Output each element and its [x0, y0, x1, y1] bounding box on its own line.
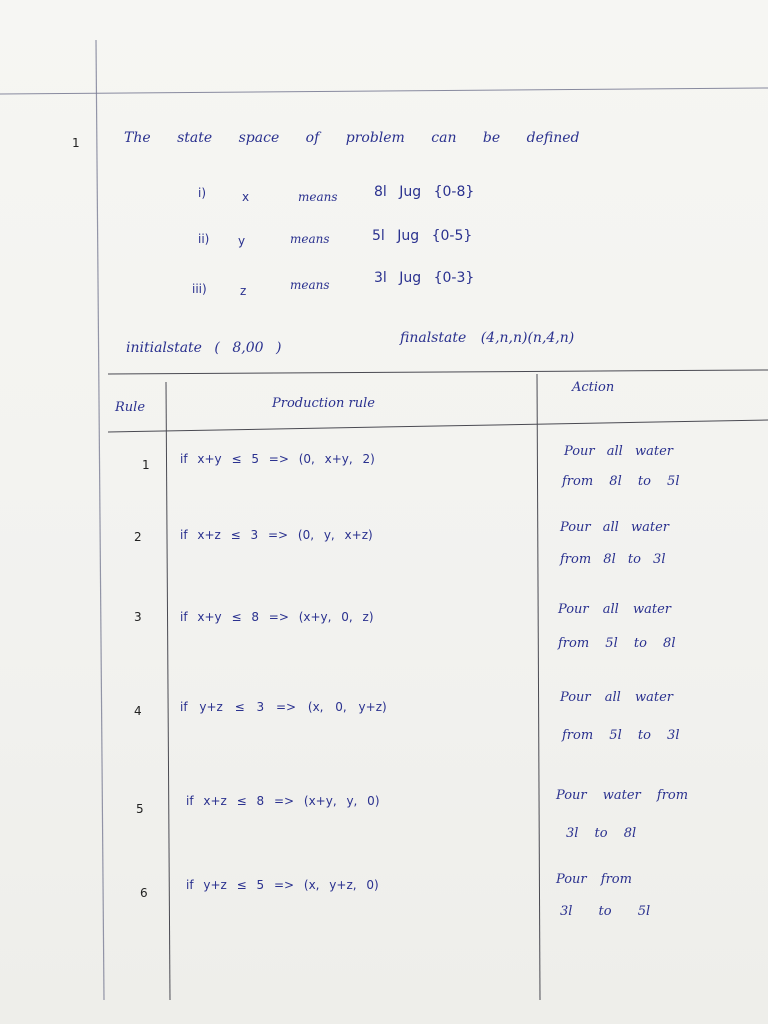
question-number: 1	[72, 136, 80, 150]
definition-variable: y	[238, 234, 246, 248]
initial-state: initialstate ( 8,00 )	[126, 340, 282, 356]
action-line: Pour all water	[558, 602, 671, 617]
final-state: finalstate (4,n,n)(n,4,n)	[400, 330, 575, 346]
definition-variable: z	[240, 284, 247, 298]
rule-number: 3	[134, 610, 142, 624]
definition-number: iii)	[192, 282, 207, 296]
definition-means: means	[298, 190, 338, 204]
definition-number: ii)	[198, 232, 210, 246]
rule-number: 5	[136, 802, 144, 816]
definition-description: 5l Jug {0-5}	[372, 228, 473, 244]
action-line: from 8l to 5l	[562, 474, 680, 489]
action-line: Pour from	[556, 872, 632, 887]
action-line: Pour water from	[556, 788, 689, 803]
action-line: Pour all water	[564, 444, 673, 459]
definition-description: 3l Jug {0-3}	[374, 270, 475, 286]
action-line: from 8l to 3l	[560, 552, 666, 567]
rule-number: 6	[140, 886, 148, 900]
action-line: from 5l to 8l	[558, 636, 676, 651]
column-header-action: Action	[572, 380, 615, 395]
action-line: 3l to 5l	[560, 904, 651, 919]
action-line: from 5l to 3l	[562, 728, 680, 743]
action-line: Pour all water	[560, 690, 673, 705]
rule-number: 2	[134, 530, 142, 544]
production-rule: if x+y ≤ 8 => (x+y, 0, z)	[180, 610, 374, 624]
action-line: 3l to 8l	[566, 826, 637, 841]
rule-number: 4	[134, 704, 142, 718]
column-header-production: Production rule	[272, 396, 375, 411]
column-header-rule: Rule	[115, 400, 146, 415]
definition-variable: x	[242, 190, 250, 204]
heading: The state space of problem can be defined	[124, 130, 580, 146]
production-rule: if x+z ≤ 3 => (0, y, x+z)	[180, 528, 373, 542]
production-rule: if x+y ≤ 5 => (0, x+y, 2)	[180, 452, 375, 466]
production-rule: if y+z ≤ 3 => (x, 0, y+z)	[180, 700, 387, 714]
rule-number: 1	[142, 458, 150, 472]
definition-number: i)	[198, 186, 207, 200]
definition-means: means	[290, 232, 330, 246]
definition-means: means	[290, 278, 330, 292]
action-line: Pour all water	[560, 520, 669, 535]
definition-description: 8l Jug {0-8}	[374, 184, 475, 200]
production-rule: if x+z ≤ 8 => (x+y, y, 0)	[186, 794, 380, 808]
production-rule: if y+z ≤ 5 => (x, y+z, 0)	[186, 878, 379, 892]
